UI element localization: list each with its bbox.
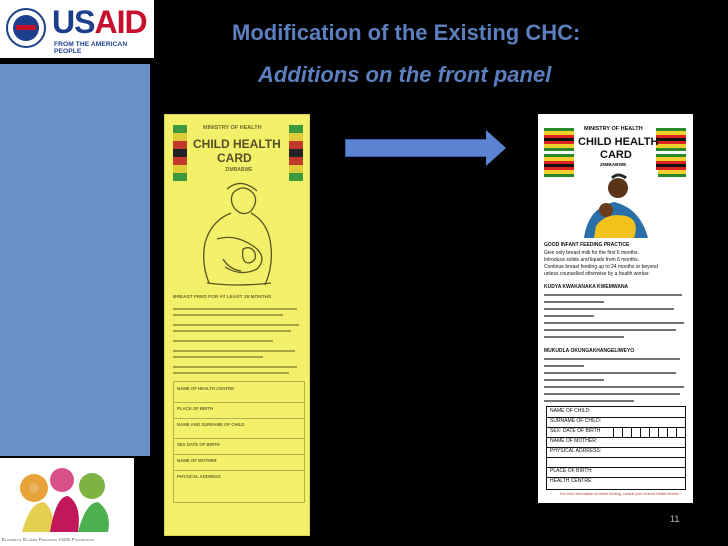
form-field-address: PHYSICAL ADDRESS:	[550, 448, 602, 454]
feeding-line-1: Give only breast milk for the first 6 months.	[544, 250, 639, 256]
old-card-form	[173, 381, 305, 503]
usaid-word-us: US	[52, 4, 95, 40]
form-field-sex-dob: SEX: DATE OF BIRTH	[550, 428, 601, 434]
zimbabwe-flag-icon	[656, 128, 686, 151]
feeding-heading: GOOD INFANT FEEDING PRACTICE	[544, 242, 630, 248]
ndebele-heading: MUKUDLA OKUNGAKHANGELIWEYO	[544, 348, 635, 354]
old-card-body-text	[173, 305, 303, 377]
zimbabwe-flag-icon	[544, 128, 574, 151]
old-field-4: SEX DATE OF BIRTH	[177, 442, 220, 447]
new-child-health-card	[538, 114, 693, 503]
old-field-2: PLACE OF BIRTH	[177, 406, 214, 411]
egpaf-logo	[0, 458, 134, 546]
form-field-health-centre: HEALTH CENTRE:	[550, 478, 593, 484]
old-card-title-line2: CARD	[217, 151, 252, 165]
usaid-tagline: FROM THE AMERICAN PEOPLE	[54, 41, 128, 55]
old-field-3: NAME AND SURNAME OF CHILD	[177, 422, 245, 427]
new-card-footer-note: For more information on infant feeding, consult your nearest Health Worker	[560, 492, 680, 496]
old-card-stripes-left	[173, 125, 187, 181]
feeding-line-3: Continue breast feeding up to 24 months or beyond	[544, 264, 658, 270]
slide-subtitle: Additions on the front panel	[258, 62, 552, 87]
usaid-seal-icon	[6, 8, 46, 48]
feeding-line-2: Introduce solids and liquids from 6 months.	[544, 257, 640, 263]
egpaf-children-art	[12, 462, 122, 534]
form-field-place-of-birth: PLACE OF BIRTH:	[550, 468, 593, 474]
dob-boxes	[613, 427, 685, 437]
decorative-sidebar	[0, 64, 150, 456]
right-arrow-icon	[345, 139, 487, 157]
old-card-feeding-note: BREAST FEED FOR AT LEAST 18 MONTHS	[173, 295, 272, 300]
slide-title: Modification of the Existing CHC:	[232, 20, 581, 45]
form-field-mother: NAME OF MOTHER:	[550, 438, 598, 444]
zimbabwe-flag-icon	[544, 154, 574, 177]
form-field-surname: SURNAME OF CHILD:	[550, 418, 602, 424]
zimbabwe-flag-icon	[656, 154, 686, 177]
feeding-line-4: unless counselled otherwise by a health worker.	[544, 271, 650, 277]
shona-text	[544, 292, 686, 344]
page-number: 11	[670, 514, 680, 524]
old-card-ministry: MINISTRY OF HEALTH	[203, 125, 262, 131]
mother-child-illustration	[187, 179, 291, 287]
egpaf-name: Elizabeth Glaser Pediatric AIDS Foundation	[2, 537, 95, 542]
old-card-title-line1: CHILD HEALTH	[193, 137, 281, 151]
old-card-stripes-right	[289, 125, 303, 181]
usaid-wordmark	[52, 6, 147, 38]
old-card-country: ZIMBABWE	[225, 167, 253, 173]
right-arrow-head	[486, 130, 506, 166]
ndebele-text	[544, 356, 686, 402]
new-card-title-line2: CARD	[600, 149, 632, 161]
new-card-title-line1: CHILD HEALTH	[578, 136, 659, 148]
usaid-logo	[0, 0, 154, 58]
old-child-health-card	[164, 114, 310, 536]
child-details-form	[546, 406, 686, 490]
old-field-5: NAME OF MOTHER	[177, 458, 217, 463]
old-field-6: PHYSICAL ADDRESS	[177, 474, 221, 479]
usaid-word-aid: AID	[94, 4, 147, 40]
new-card-country: ZIMBABWE	[600, 163, 627, 168]
shona-heading: KUDYA KWAKANAKA KWEMWANA	[544, 284, 629, 290]
mother-child-photo	[576, 170, 658, 238]
form-field-name: NAME OF CHILD:	[550, 408, 591, 414]
new-card-ministry: MINISTRY OF HEALTH	[584, 126, 643, 132]
old-field-1: NAME OF HEALTH CENTRE	[177, 386, 234, 391]
